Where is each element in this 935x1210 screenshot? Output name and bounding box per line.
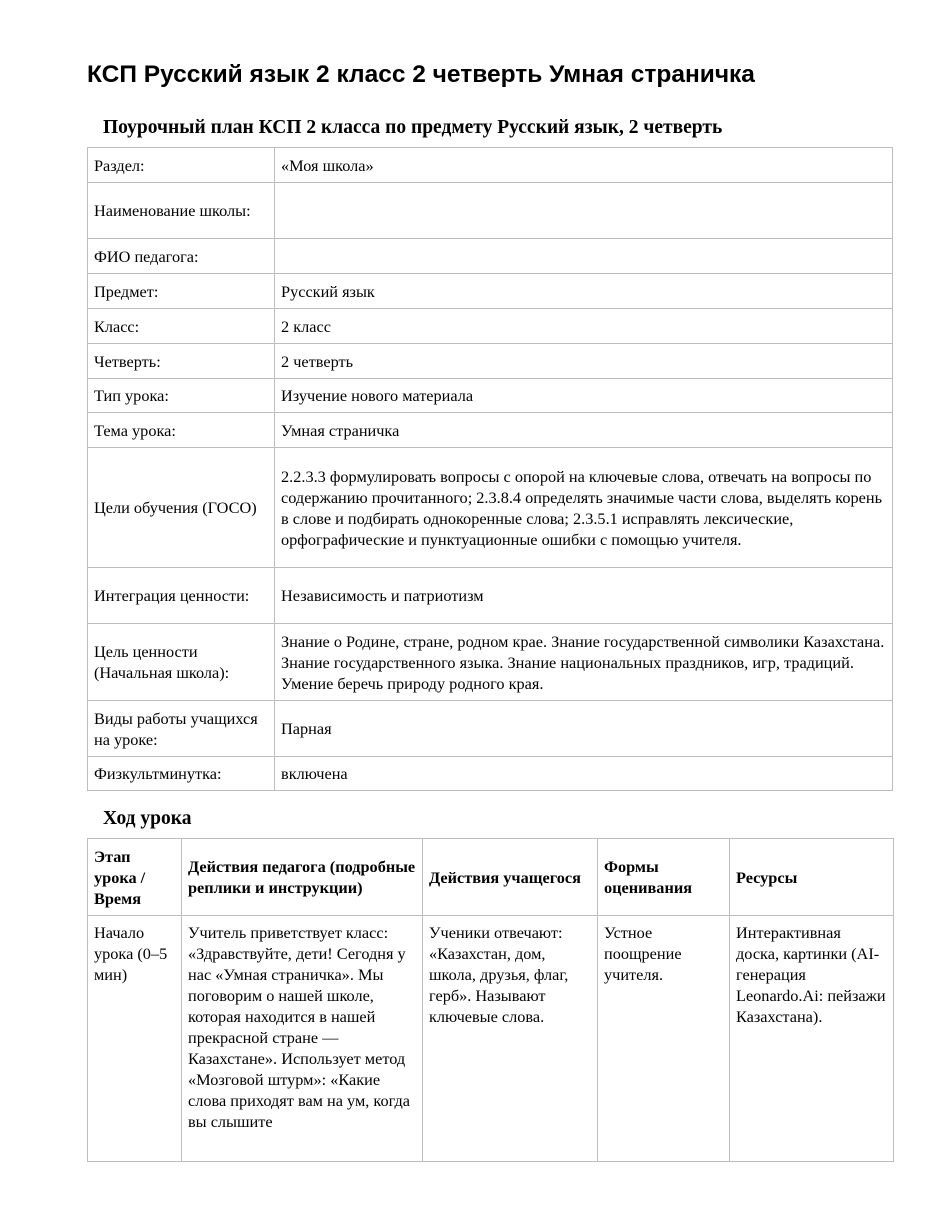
info-label: Класс: [88,309,275,344]
info-value [275,239,893,274]
column-header-assessment: Формы оценивания [598,839,730,916]
info-label: Наименование школы: [88,183,275,239]
info-value [275,183,893,239]
student-actions-cell: Ученики отвечают: «Казахстан, дом, школа, друзья, флаг, герб». Называют ключевые слова. [423,916,598,1162]
info-value: 2.2.3.3 формулировать вопросы с опорой на ключевые слова, отвечать на вопросы по содержанию прочитанного; 2.3.8.4 определять значимые части слова, выделять корень в слове и подбирать однокоренные слова; 2.3.5.1 исправлять лексические, орфографические и пунктуационные ошибки с помощью учителя. [275,448,893,568]
assessment-cell: Устное поощрение учителя. [598,916,730,1162]
info-value: 2 четверть [275,344,893,379]
info-label: Раздел: [88,148,275,183]
info-row-school-name [88,183,893,239]
info-row-lesson-type [88,379,893,413]
info-label: Предмет: [88,274,275,309]
lesson-table-row [88,916,894,1162]
info-value: Изучение нового материала [275,379,893,413]
column-header-student-actions: Действия учащегося [423,839,598,916]
resources-cell: Интерактивная доска, картинки (AI-генерация Leonardo.Ai: пейзажи Казахстана). [730,916,894,1162]
info-row-quarter [88,344,893,379]
page-title: КСП Русский язык 2 класс 2 четверть Умная страничка [87,61,755,88]
info-value: 2 класс [275,309,893,344]
lesson-info-table [87,147,893,791]
info-label: Виды работы учащихся на уроке: [88,701,275,757]
lesson-table-header-row [88,839,894,916]
info-value: Парная [275,701,893,757]
teacher-actions-cell: Учитель приветствует класс: «Здравствуйте, дети! Сегодня у нас «Умная страничка». Мы поговорим о нашей школе, которая находится в нашей прекрасной стране — Казахстане». Использует метод «Мозговой штурм»: «Какие слова приходят вам на ум, когда вы слышите [182,916,423,1162]
info-row-subject [88,274,893,309]
info-value: Независимость и патриотизм [275,568,893,624]
column-header-stage: Этап урока / Время [88,839,182,916]
info-value: «Моя школа» [275,148,893,183]
info-row-value-integration [88,568,893,624]
info-value: Русский язык [275,274,893,309]
lesson-progress-table [87,838,894,1162]
info-label: ФИО педагога: [88,239,275,274]
plan-heading: Поурочный план КСП 2 класса по предмету Русский язык, 2 четверть [103,117,723,138]
info-row-section [88,148,893,183]
column-header-resources: Ресурсы [730,839,894,916]
info-value: Знание о Родине, стране, родном крае. Знание государственной символики Казахстана. Знание государственного языка. Знание национальных праздников, игр, традиций. Умение беречь природу родного края. [275,624,893,701]
info-row-work-types [88,701,893,757]
info-label: Интеграция ценности: [88,568,275,624]
info-label: Тема урока: [88,413,275,448]
info-row-lesson-topic [88,413,893,448]
info-label: Цели обучения (ГОСО) [88,448,275,568]
info-row-value-goal [88,624,893,701]
info-row-teacher-name [88,239,893,274]
info-value: Умная страничка [275,413,893,448]
lesson-stage-cell: Начало урока (0–5 мин) [88,916,182,1162]
info-row-grade [88,309,893,344]
info-value: включена [275,757,893,791]
info-label: Физкультминутка: [88,757,275,791]
info-label: Четверть: [88,344,275,379]
info-label: Тип урока: [88,379,275,413]
column-header-teacher-actions: Действия педагога (подробные реплики и инструкции) [182,839,423,916]
info-label: Цель ценности (Начальная школа): [88,624,275,701]
lesson-progress-heading: Ход урока [103,808,192,829]
info-row-learning-goals [88,448,893,568]
info-row-physical-break [88,757,893,791]
